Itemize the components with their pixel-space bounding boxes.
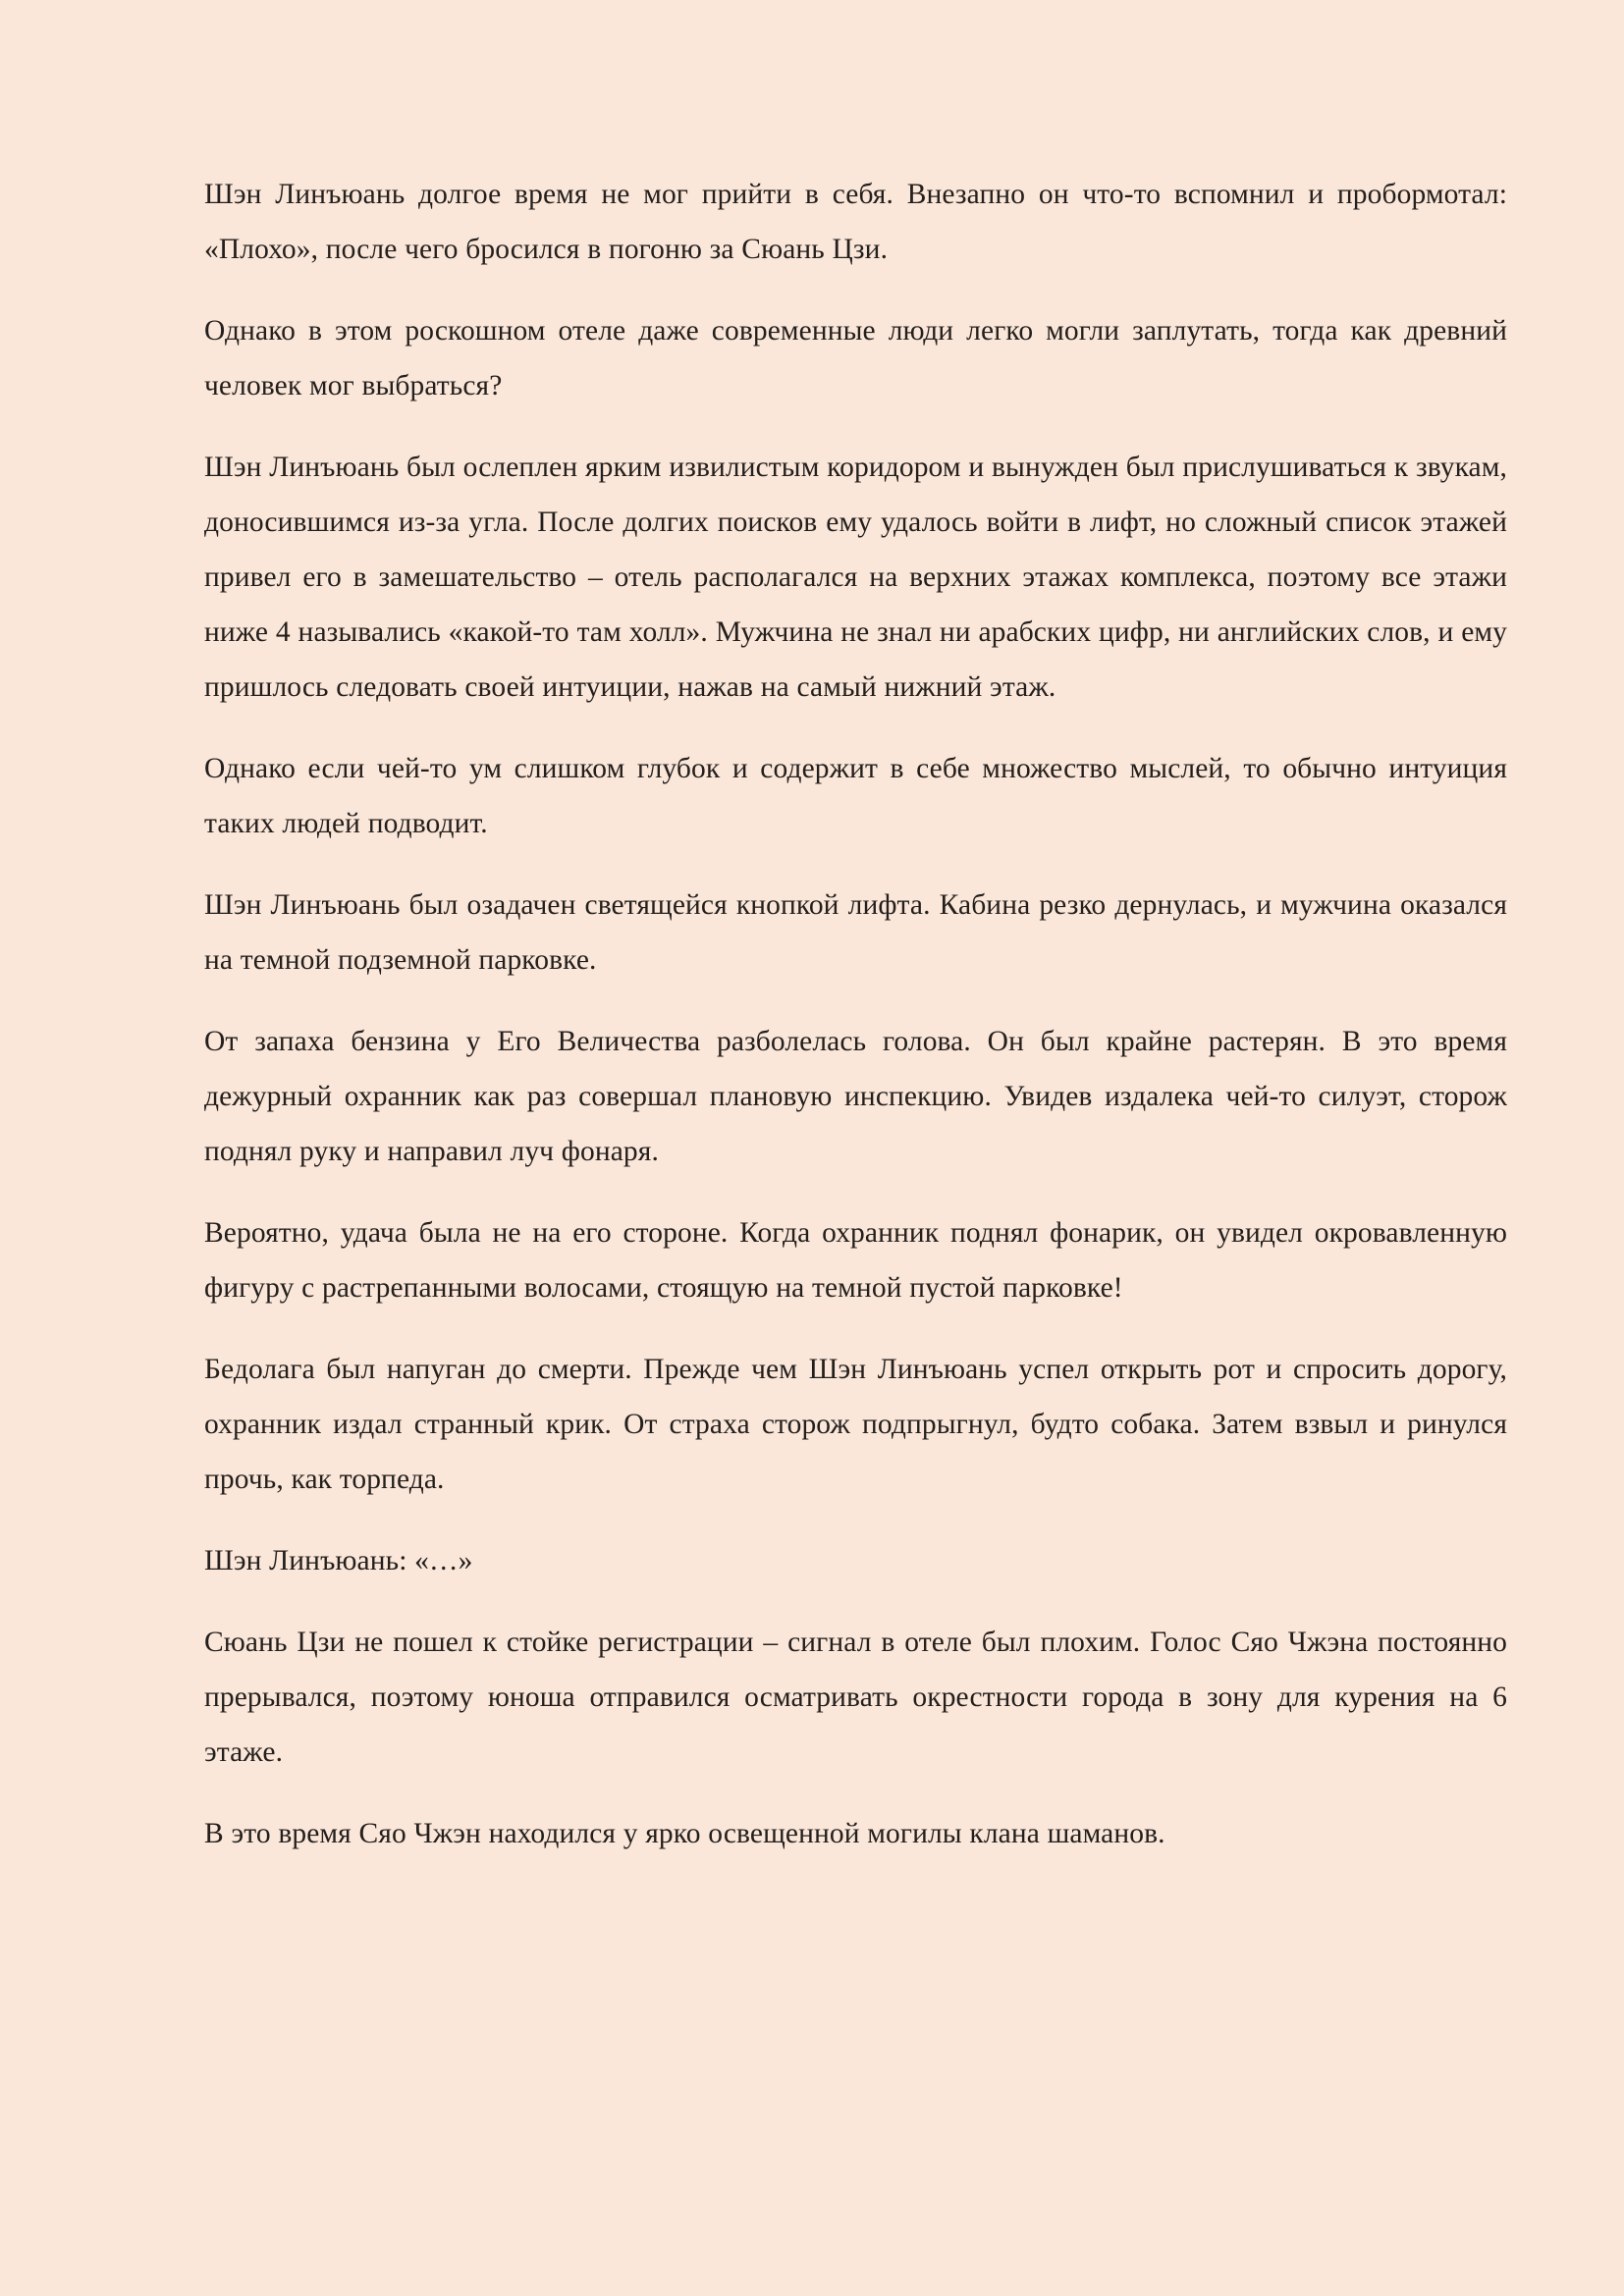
paragraph-6: От запаха бензина у Его Величества разболелась голова. Он был крайне растерян. В это время дежурный охранник как раз совершал плановую инспекцию. Увидев издалека чей-то силуэт, сторож поднял руку и направил луч фонаря. (204, 1026, 1507, 1167)
paragraph-10: Сюань Цзи не пошел к стойке регистрации – сигнал в отеле был плохим. Голос Сяо Чжэна постоянно прерывался, поэтому юноша отправился осматривать окрестности города в зону для курения на 6 этаже. (204, 1627, 1507, 1768)
paragraph-8: Бедолага был напуган до смерти. Прежде чем Шэн Линъюань успел открыть рот и спросить дорогу, охранник издал странный крик. От страха сторож подпрыгнул, будто собака. Затем взвыл и ринулся прочь, как торпеда. (204, 1354, 1507, 1495)
paragraph-4: Однако если чей-то ум слишком глубок и содержит в себе множество мыслей, то обычно интуиция таких людей подводит. (204, 753, 1507, 839)
paragraph-2: Однако в этом роскошном отеле даже современные люди легко могли заплутать, тогда как древний человек мог выбраться? (204, 315, 1507, 401)
paragraph-1: Шэн Линъюань долгое время не мог прийти в себя. Внезапно он что-то вспомнил и пробормотал: «Плохо», после чего бросился в погоню за Сюань Цзи. (204, 179, 1507, 265)
document-text-body (204, 167, 1507, 1861)
paragraph-5: Шэн Линъюань был озадачен светящейся кнопкой лифта. Кабина резко дернулась, и мужчина оказался на темной подземной парковке. (204, 889, 1507, 976)
paragraph-9: Шэн Линъюань: «…» (204, 1545, 473, 1576)
paragraph-11: В это время Сяо Чжэн находился у ярко освещенной могилы клана шаманов. (204, 1818, 1165, 1849)
paragraph-3: Шэн Линъюань был ослеплен ярким извилистым коридором и вынужден был прислушиваться к звукам, доносившимся из-за угла. После долгих поисков ему удалось войти в лифт, но сложный список этажей привел его в замешательство – отель располагался на верхних этажах комплекса, поэтому все этажи ниже 4 назывались «какой-то там холл». Мужчина не знал ни арабских цифр, ни английских слов, и ему пришлось следовать своей интуиции, нажав на самый нижний этаж. (204, 452, 1507, 703)
paragraph-7: Вероятно, удача была не на его стороне. Когда охранник поднял фонарик, он увидел окровавленную фигуру с растрепанными волосами, стоящую на темной пустой парковке! (204, 1217, 1507, 1304)
